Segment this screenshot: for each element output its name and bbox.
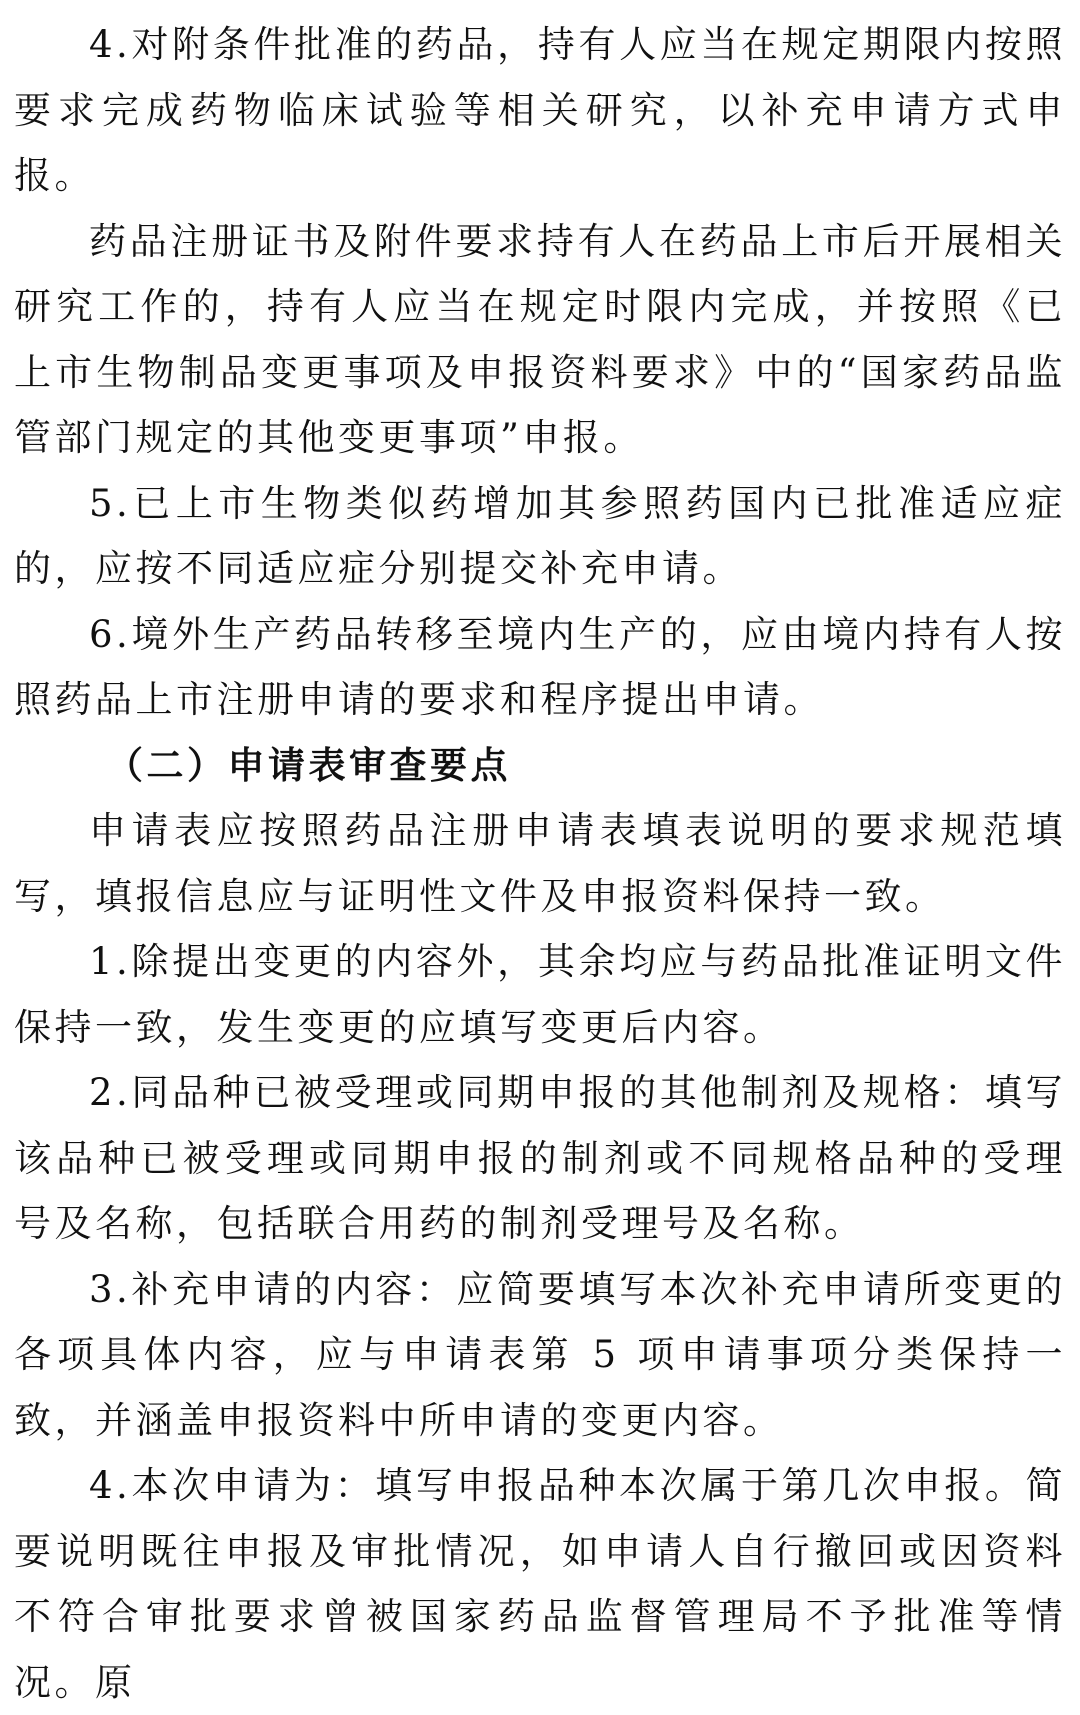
paragraph-post-market-research: 药品注册证书及附件要求持有人在药品上市后开展相关研究工作的，持有人应当在规定时限内完成，并按照《已上市生物制品变更事项及申报资料要求》中的“国家药品监管部门规定的其他变更事项”申报。 xyxy=(14,219,1066,459)
paragraph-item-4-application-count: 4.本次申请为：填写申报品种本次属于第几次申报。简要说明既往申报及审批情况，如申请人自行撤回或因资料不符合审批要求曾被国家药品监督管理局不予批准等情况。原 xyxy=(14,1464,1066,1704)
section-heading-application-form-review: （二）申请表审查要点 xyxy=(106,742,511,787)
paragraph-conditional-approval: 4.对附条件批准的药品，持有人应当在规定期限内按照要求完成药物临床试验等相关研究，以补充申请方式申报。 xyxy=(14,23,1066,197)
paragraph-production-transfer: 6.境外生产药品转移至境内生产的，应由境内持有人按照药品上市注册申请的要求和程序提出申请。 xyxy=(14,612,1066,721)
paragraph-form-filling-requirements: 申请表应按照药品注册申请表填表说明的要求规范填写，填报信息应与证明性文件及申报资料保持一致。 xyxy=(14,809,1066,918)
paragraph-item-2-same-variety: 2.同品种已被受理或同期申报的其他制剂及规格：填写该品种已被受理或同期申报的制剂或不同规格品种的受理号及名称，包括联合用药的制剂受理号及名称。 xyxy=(14,1071,1066,1245)
paragraph-item-3-supplement-content: 3.补充申请的内容：应简要填写本次补充申请所变更的各项具体内容，应与申请表第 5 项申请事项分类保持一致，并涵盖申报资料中所申请的变更内容。 xyxy=(14,1267,1066,1442)
paragraph-biosimilar-indications: 5.已上市生物类似药增加其参照药国内已批准适应症的，应按不同适应症分别提交补充申请。 xyxy=(14,481,1066,590)
paragraph-item-1-consistency: 1.除提出变更的内容外，其余均应与药品批准证明文件保持一致，发生变更的应填写变更后内容。 xyxy=(14,940,1066,1049)
